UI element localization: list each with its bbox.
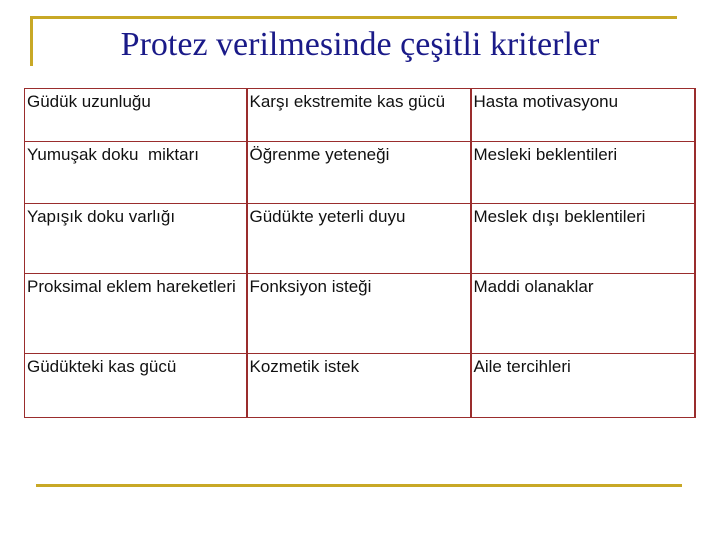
table-row — [25, 354, 695, 418]
table-row — [25, 204, 695, 274]
table-cell: Karşı ekstremite kas gücü — [247, 89, 471, 142]
table-cell: Mesleki beklentileri — [471, 142, 695, 204]
table-cell: Meslek dışı beklentileri — [471, 204, 695, 274]
table-cell: Güdükteki kas gücü — [25, 354, 247, 418]
criteria-table — [24, 88, 696, 418]
table-row — [25, 274, 695, 354]
table-cell: Fonksiyon isteği — [247, 274, 471, 354]
table-cell: Hasta motivasyonu — [471, 89, 695, 142]
table-row — [25, 142, 695, 204]
table-cell: Aile tercihleri — [471, 354, 695, 418]
table-cell: Proksimal eklem hareketleri — [25, 274, 247, 354]
decorative-top-bar — [30, 16, 677, 19]
table-cell: Güdükte yeterli duyu — [247, 204, 471, 274]
table-cell: Yapışık doku varlığı — [25, 204, 247, 274]
table-cell: Yumuşak doku miktarı — [25, 142, 247, 204]
table-cell: Maddi olanaklar — [471, 274, 695, 354]
table-cell: Güdük uzunluğu — [25, 89, 247, 142]
table-cell: Kozmetik istek — [247, 354, 471, 418]
table-row — [25, 89, 695, 142]
table-cell: Öğrenme yeteneği — [247, 142, 471, 204]
slide-title: Protez verilmesinde çeşitli kriterler — [120, 26, 600, 63]
decorative-bottom-bar — [36, 484, 682, 487]
